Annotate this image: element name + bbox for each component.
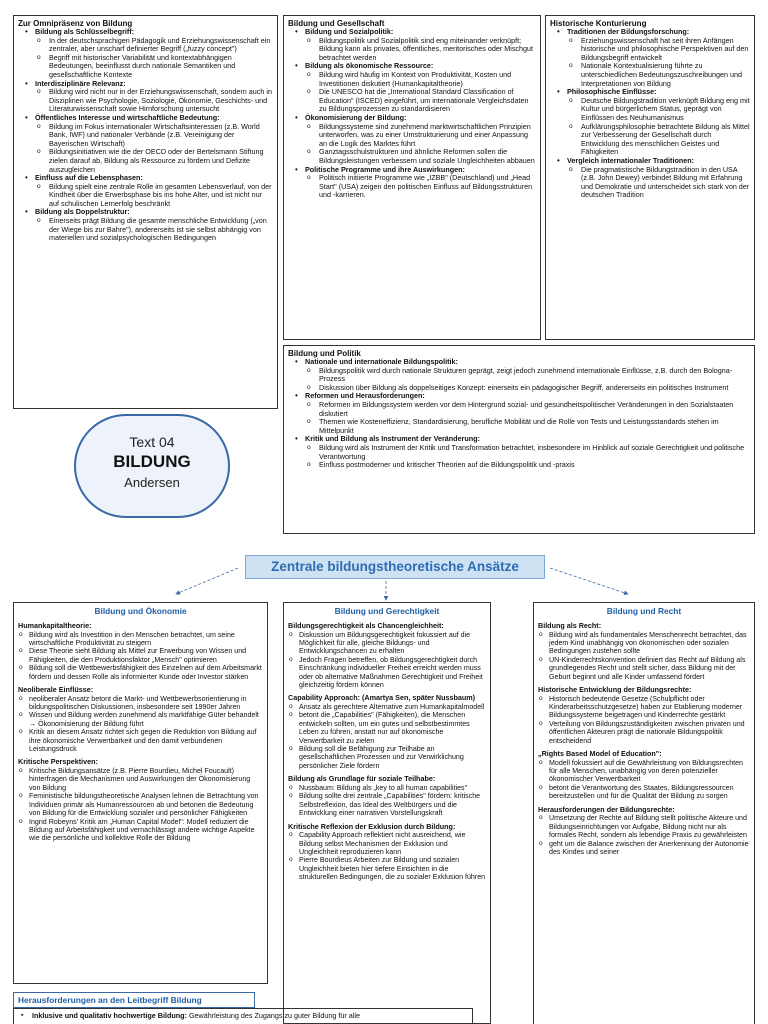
sub-bullet-item: o Aufklärungsphilosophie betrachtete Bildung als Mittel zur Verbesserung der Gesellschaft durch Entwicklung des menschlichen Geistes und Fähigkeiten: [567, 123, 750, 157]
bullet-heading: Vergleich internationaler Traditionen:: [567, 155, 695, 165]
section-item: o Capability Approach reflektiert nicht ausreichend, wie Bildung selbst Mechanismen der Exklusion und Ungleichheit reproduzieren kann: [288, 831, 486, 856]
challenges-title: Herausforderungen an den Leitbegriff Bildung: [13, 992, 255, 1008]
omnipresence-box: [13, 15, 278, 409]
section-item: o Pierre Bourdieus Arbeiten zur Bildung und sozialen Ungleichheit bieten hier tiefere Einsichten in die strukturellen Bedingungen, die zu sozialer Exklusion führen: [288, 856, 486, 881]
bullet-item: [288, 114, 536, 166]
bullet-item: [18, 28, 273, 80]
law-column: [533, 602, 755, 1024]
section-item: o Bildung soll die Wettbewerbsfähigkeit des Einzelnen auf dem Arbeitsmarkt fördern und dessen Rolle als informierter Kunde oder Investor stärken: [18, 664, 263, 681]
section-item: o Diese Theorie sieht Bildung als Mittel zur Erwerbung von Wissen und Fähigkeiten, die den Produktionsfaktor „Mensch" optimieren: [18, 647, 263, 664]
bullet-item: [288, 435, 750, 469]
bullet-item: [550, 28, 750, 88]
column-title: Bildung und Gerechtigkeit: [334, 606, 440, 616]
bullet-heading: Kritik und Bildung als Instrument der Veränderung:: [305, 434, 480, 444]
challenge-item: [18, 1012, 468, 1021]
section-item: o Feministische bildungstheoretische Analysen lehnen die Betrachtung von Individuen primär als Humanressourcen ab und betonen die Bedeutung von Bildung für die Entwicklung sozialer und persönlicher Fähigkeiten: [18, 792, 263, 817]
bullet-heading: Öffentliches Interesse und wirtschaftliche Bedeutung:: [35, 112, 220, 122]
sub-bullet-item: o Politisch initiierte Programme wie „IZBB" (Deutschland) und „Head Start" (USA) zeigen den politischen Einfluss auf Bildungsstrukturen und -karrieren.: [305, 174, 536, 200]
section-item: o neoliberaler Ansatz betont die Markt- und Wettbewerbsorientierung in bildungspolitischen Diskussionen, insbesondere seit 1990er Jahren: [18, 695, 263, 712]
bullet-heading: Politische Programme und ihre Auswirkungen:: [305, 164, 465, 174]
section-item: o Bildung wird als fundamentales Menschenrecht betrachtet, das jedem Kind unabhängig von ökonomischen oder sozialen Bedingungen zustehen sollte: [538, 631, 750, 656]
economy-column: [13, 602, 268, 984]
section-item: o geht um die Balance zwischen der Anerkennung der Autonomie des Kindes und seiner: [538, 840, 750, 857]
section-heading: Neoliberale Einflüsse:: [18, 685, 94, 695]
history-box: [545, 15, 755, 340]
section-item: o Kritische Bildungsansätze (z.B. Pierre Bourdieu, Michel Foucault) hinterfragen die Mechanismen und Auswirkungen der Ökonomisierung von Bildung: [18, 767, 263, 792]
bullet-item: [288, 358, 750, 392]
section-heading: „Rights Based Model of Education":: [538, 749, 662, 759]
sub-bullet-item: o Bildung wird als Instrument der Kritik und Transformation betrachtet, insbesondere im Hinblick auf soziale Gerechtigkeit und politische Verantwortung: [305, 444, 750, 461]
sub-bullet-item: o Themen wie Kosteneffizienz, Standardisierung, berufliche Mobilität und die Rolle von Tests und Leistungsstandards stehen im Mittelpunkt: [305, 418, 750, 435]
section-item: o Diskussion um Bildungsgerechtigkeit fokussiert auf die Möglichkeit für alle, gleiche Bildungs- und Entwicklungschancen zu erhalten: [288, 631, 486, 656]
sub-bullet-item: o Bildungsinitiativen wie die der OECD oder der Bertelsmann Stiftung zielen darauf ab, Bildung als Ressource zu fördern und Defizite auszugleichen: [35, 148, 273, 174]
sub-bullet-item: o Diskussion über Bildung als doppelseitiges Konzept: einerseits ein pädagogischer Begriff, andererseits ein politisches Instrument: [305, 384, 750, 393]
bullet-item: [288, 392, 750, 435]
section-heading: Humankapitaltheorie:: [18, 621, 92, 630]
section-heading: Kritische Perspektiven:: [18, 757, 98, 767]
society-box: [283, 15, 541, 340]
sub-bullet-item: o Einfluss postmoderner und kritischer Theorien auf die Bildungspolitik und -praxis: [305, 461, 750, 470]
section-heading: Herausforderungen der Bildungsrechte:: [538, 804, 675, 814]
sub-bullet-item: o Bildung im Fokus internationaler Wirtschaftsinteressen (z.B. World Bank, IWF) und nationaler Verbände (z.B. Vereinigung der Bayerischen Wirtschaft): [35, 123, 273, 149]
section-item: o Umsetzung der Rechte auf Bildung stellt politische Akteure und Bildungseinrichtungen vor Aufgabe, Bildung nicht nur als formales Recht, sondern als lebendige Praxis zu gewährleisten: [538, 814, 750, 839]
challenge-heading: Inklusive und qualitativ hochwertige Bildung:: [32, 1011, 187, 1020]
section-heading: Bildungsgerechtigkeit als Chancengleichheit:: [288, 621, 444, 630]
bullet-item: [288, 28, 536, 62]
sub-bullet-item: o Nationale Kontextualisierung führte zu unterschiedlichen Bedeutungszuschreibungen und Interpretationen von Bildung: [567, 62, 750, 88]
column-title: Bildung und Recht: [606, 606, 682, 616]
bullet-item: [550, 88, 750, 157]
sub-bullet-item: o Die UNESCO hat die „International Standard Classification of Education" (ISCED) eingeführt, um internationale Vergleichsdaten zu Bildungsprozessen zu standardisieren: [305, 88, 536, 114]
column-title: Bildung und Ökonomie: [94, 606, 187, 616]
title-oval: [74, 414, 230, 518]
section-item: o Historisch bedeutende Gesetze (Schulpflicht oder Kinderarbeitsschutzgesetze) haben zur Etablierung moderner Bildungssysteme beigetragen und Kinderrechte gestärkt: [538, 695, 750, 720]
sub-bullet-item: o Bildungspolitik wird durch nationale Strukturen geprägt, zeigt jedoch zunehmend internationale Einflüsse, z.B. durch den Bologna-Prozess: [305, 367, 750, 384]
box_ges-title: Bildung und Gesellschaft: [288, 19, 385, 28]
box_omni-title: Zur Omnipräsenz von Bildung: [18, 19, 133, 28]
politics-box: [283, 345, 755, 534]
box_hist-title: Historische Konturierung: [550, 19, 647, 28]
bullet-heading: Reformen und Herausforderungen:: [305, 391, 425, 401]
sub-bullet-item: o Deutsche Bildungstradition verknüpft Bildung eng mit Kultur und bürgerlichem Status, geprägt von Einflüssen des Neuhumanismus: [567, 97, 750, 123]
section-item: o Ansatz als gerechtere Alternative zum Humankapitalmodell: [288, 703, 486, 711]
bullet-item: [550, 157, 750, 200]
oval-author: Andersen: [124, 475, 180, 490]
bullet-item: [18, 174, 273, 208]
bullet-heading: Einfluss auf die Lebensphasen:: [35, 173, 143, 183]
bullet-item: [288, 166, 536, 200]
bullet-heading: Bildung und Sozialpolitik:: [305, 27, 394, 36]
bullet-heading: Ökonomisierung der Bildung:: [305, 112, 407, 122]
sub-bullet-item: o Bildung spielt eine zentrale Rolle im gesamten Lebensverlauf, von der Kindheit über die Erwerbsphase bis ins hohe Alter, und ist nicht nur auf schulischen Lernerfolg beschränkt: [35, 183, 273, 209]
bullet-heading: Bildung als Doppelstruktur:: [35, 207, 130, 217]
bullet-heading: Bildung als Schlüsselbegriff:: [35, 27, 135, 36]
sub-bullet-item: o Ganztagsschulstrukturen und ähnliche Reformen sollen die Bildungsleistungen verbessern und soziale Ungleichheiten abbauen: [305, 148, 536, 165]
box_pol-title: Bildung und Politik: [288, 349, 361, 358]
justice-column: [283, 602, 491, 1024]
section-item: o Jedoch Fragen betreffen, ob Bildungsgerechtigkeit durch Einschränkung individueller Freiheit erreicht werden muss oder ob alternative Maßnahmen Gerechtigkeit und Freiheit gleichzeitig fördern können: [288, 656, 486, 690]
bullet-item: [288, 62, 536, 114]
challenge-text: Gewährleistung des Zugangs zu guter Bildung für alle: [186, 1011, 360, 1020]
section-item: o Ingrid Robeyns' Kritik am „Human Capital Model": Modell reduziert die Bildung auf Arbeitsfähigkeit und vernachlässigt andere wichtige Aspekte wie die persönliche und kollektive Rolle der Bildung: [18, 818, 263, 843]
bullet-heading: Interdisziplinäre Relevanz:: [35, 78, 126, 88]
bullet-item: [18, 208, 273, 242]
section-item: o Verteilung von Bildungszuständigkeiten zwischen privaten und öffentlichen Akteuren prägt die nationale Bildungspolitik entscheidend: [538, 720, 750, 745]
sub-bullet-item: o Begriff mit historischer Variabilität und kontextabhängigen Bedeutungen, beeinflusst durch nationale Semantiken und gesellschaftliche Kontexte: [35, 54, 273, 80]
sub-bullet-item: o Erziehungswissenschaft hat seit ihren Anfängen historische und philosophische Perspektiven auf den Bildungsbegriff entwickelt: [567, 37, 750, 63]
sub-bullet-item: o Bildungssysteme sind zunehmend marktwirtschaftlichen Prinzipien unterworfen, was zu einer Umstrukturierung und einer Anpassung an die Logik des Marktes führt: [305, 123, 536, 149]
section-item: o betont die Verantwortung des Staates, Bildungsressourcen bereitzustellen und für die Qualität der Bildung zu sorgen: [538, 784, 750, 801]
sub-bullet-item: o Reformen im Bildungssystem werden vor dem Hintergrund sozial- und gesundheitspolitischer Veränderungen in den Sozialstaaten diskutiert: [305, 401, 750, 418]
bullet-heading: Bildung als ökonomische Ressource:: [305, 61, 434, 71]
bullet-item: [18, 80, 273, 114]
section-item: o UN-Kinderrechtskonvention definiert das Recht auf Bildung als grundlegendes Recht und stellt sicher, dass Bildung mit der Geburt beginnt und alle Kinder umfassend fördert: [538, 656, 750, 681]
central-banner: Zentrale bildungstheoretische Ansätze: [245, 555, 545, 579]
sub-bullet-item: o Einerseits prägt Bildung die gesamte menschliche Entwicklung („von der Wiege bis zur Bahre"), andererseits ist sie selbst abhängig von materiellen und sozialpsychologischen Bedingungen: [35, 217, 273, 243]
section-heading: Historische Entwicklung der Bildungsrechte:: [538, 685, 692, 695]
section-heading: Capability Approach: (Amartya Sen, später Nussbaum): [288, 693, 476, 703]
sub-bullet-item: o Bildung wird häufig im Kontext von Produktivität, Kosten und Investitionen diskutiert (Humankapitaltheorie): [305, 71, 536, 88]
bullet-heading: Philosophische Einflüsse:: [567, 87, 657, 97]
arrow-right: [550, 568, 628, 594]
section-item: o betont die „Capabilities" (Fähigkeiten), die Menschen entwickeln sollten, um ein gutes und selbstbestimmtes Leben zu führen, anstatt nur auf ökonomische Verwertbarkeit zu zielen: [288, 711, 486, 745]
sub-bullet-item: o Die pragmatistische Bildungstradition in den USA (z.B. John Dewey) verbindet Bildung mit Erfahrung und Demokratie und unterscheidet sich stark von der deutschen Tradition: [567, 166, 750, 200]
section-heading: Bildung als Grundlage für soziale Teilhabe:: [288, 774, 436, 784]
section-item: o Modell fokussiert auf die Gewährleistung von Bildungsrechten für alle Menschen, unabhängig von deren potenzieller ökonomischer Verwertbarkeit: [538, 759, 750, 784]
bullet-heading: Nationale und internationale Bildungspolitik:: [305, 357, 458, 366]
section-heading: Bildung als Recht:: [538, 621, 602, 630]
section-item: o Bildung sollte drei zentrale „Capabilities" fördern: kritische Selbstreflexion, das Ideal des Weltbürgers und die Entwicklung einer narrativen Vorstellungskraft: [288, 792, 486, 817]
section-item: o Wissen und Bildung werden zunehmend als marktfähige Güter behandelt → Ökonomisierung der Bildung führt: [18, 711, 263, 728]
sub-bullet-item: o Bildung wird nicht nur in der Erziehungswissenschaft, sondern auch in Disziplinen wie Psychologie, Soziologie, Ökonomie, Geschichts- und Literaturwissenschaft sowie Hirnforschung untersucht: [35, 88, 273, 114]
challenges-box: [13, 1008, 473, 1024]
section-heading: Kritische Reflexion der Exklusion durch Bildung:: [288, 821, 456, 831]
oval-topic: BILDUNG: [113, 452, 191, 471]
section-item: o Kritik an diesem Ansatz richtet sich gegen die Reduktion von Bildung auf ihre ökonomische Verwertbarkeit und den damit verbundenen Leistungsdruck: [18, 728, 263, 753]
bullet-item: [18, 114, 273, 174]
sub-bullet-item: o Bildungspolitik und Sozialpolitik sind eng miteinander verknüpft; Bildung kann als privates, öffentliches, meritorisches oder Mischgut betrachtet werden: [305, 37, 536, 63]
sub-bullet-item: o In der deutschsprachigen Pädagogik und Erziehungswissenschaft ein zentraler, aber unscharf definierter Begriff („fuzzy concept"): [35, 37, 273, 54]
section-item: o Bildung wird als Investition in den Menschen betrachtet, um seine wirtschaftliche Produktivität zu steigern: [18, 631, 263, 648]
section-item: o Nussbaum: Bildung als „key to all human capabilities": [288, 784, 486, 792]
section-item: o Bildung soll die Befähigung zur Teilhabe an gesellschaftlichen Prozessen und zur Verwirklichung persönlicher Ziele fördern: [288, 745, 486, 770]
oval-text-number: Text 04: [129, 434, 175, 450]
bullet-heading: Traditionen der Bildungsforschung:: [567, 27, 690, 36]
arrow-left: [176, 568, 238, 594]
